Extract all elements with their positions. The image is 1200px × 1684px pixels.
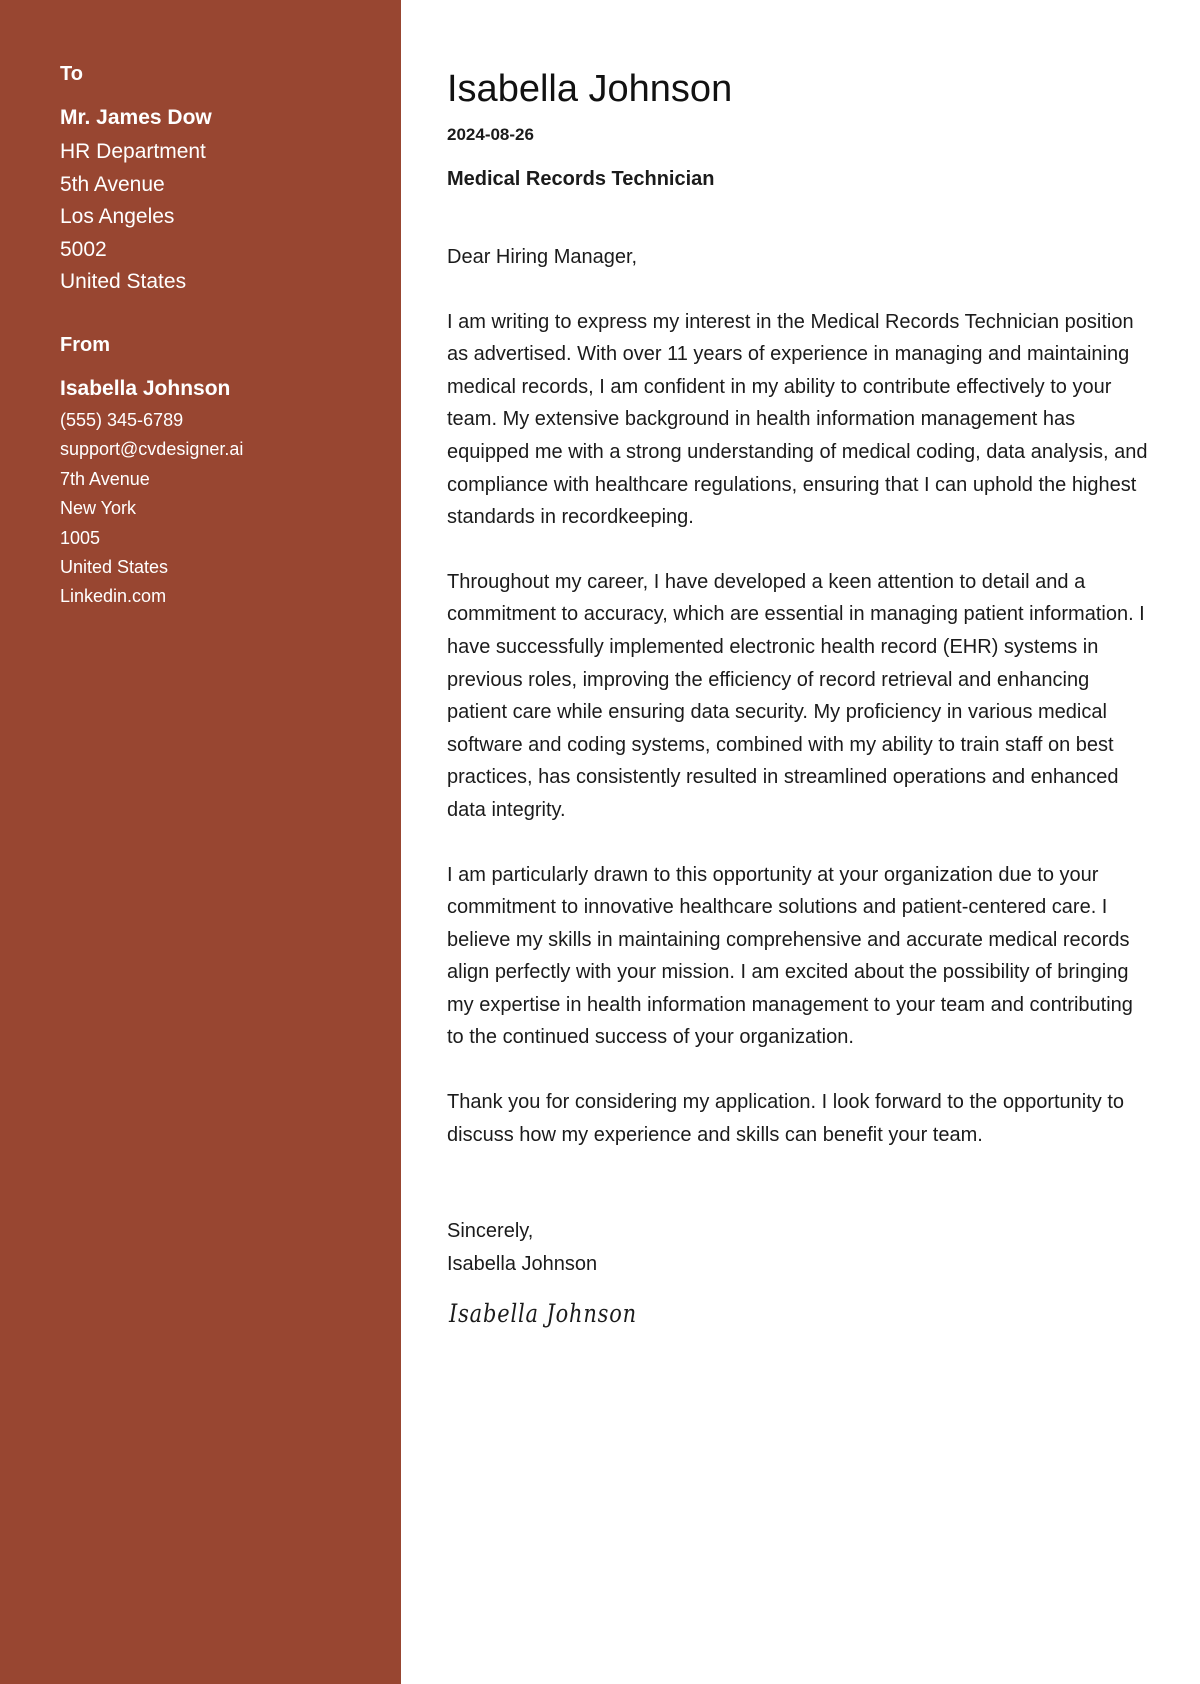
paragraph-1: I am writing to express my interest in the Medical Records Technician position as advertised. With over 11 years of experience in managing and maintaining medical records, I am confident in my ability to contribute effectively to your team. My extensive background in health information management has equipped me with a strong understanding of medical coding, data analysis, and compliance with healthcare regulations, ensuring that I can uphold the highest standards in recordkeeping.	[447, 310, 1148, 529]
recipient-block	[60, 62, 381, 299]
sender-name: Isabella Johnson	[60, 376, 231, 400]
sender-city: New York	[60, 498, 137, 519]
recipient-department: HR Department	[60, 140, 206, 163]
greeting: Dear Hiring Manager,	[447, 246, 638, 268]
signature-image	[447, 1294, 647, 1336]
recipient-city: Los Angeles	[60, 205, 175, 229]
recipient-postal-code: 5002	[60, 237, 107, 261]
closing-salutation: Sincerely,	[447, 1220, 534, 1243]
sidebar	[0, 0, 401, 1684]
closing-block	[447, 1215, 1152, 1280]
sender-email: support@cvdesigner.ai	[60, 439, 244, 460]
sender-postal-code: 1005	[60, 527, 101, 548]
sender-linkedin: Linkedin.com	[60, 586, 167, 607]
recipient-name: Mr. James Dow	[60, 106, 212, 129]
sender-country: United States	[60, 557, 169, 577]
svg-text:Isabella Johnson: Isabella Johnson	[448, 1299, 637, 1329]
sender-street: 7th Avenue	[60, 468, 150, 489]
job-title: Medical Records Technician	[447, 168, 715, 190]
paragraph-2: Throughout my career, I have developed a keen attention to detail and a commitment to accuracy, which are essential in managing patient information. I have successfully implemented electronic health record (EHR) systems in previous roles, improving the efficiency of record retrieval and enhancing patient care while ensuring data security. My proficiency in various medical software and coding systems, combined with my ability to train staff on best practices, has consistently resulted in streamlined operations and enhanced data integrity.	[447, 570, 1145, 821]
closing-name: Isabella Johnson	[447, 1252, 598, 1275]
sender-block	[60, 333, 381, 612]
recipient-street: 5th Avenue	[60, 172, 165, 196]
letter-body	[447, 64, 1152, 1336]
handwritten-signature	[447, 1294, 1152, 1336]
paragraph-3: I am particularly drawn to this opportunity at your organization due to your commitment to innovative healthcare solutions and patient-centered care. I believe my skills in maintaining comprehensive and accurate medical records align perfectly with your mission. I am excited about the possibility of bringing my expertise in health information management to your team and contributing to the continued success of your organization.	[447, 863, 1133, 1049]
letter-date: 2024-08-26	[447, 125, 534, 144]
from-heading: From	[60, 333, 110, 356]
recipient-country: United States	[60, 270, 187, 294]
author-name: Isabella Johnson	[447, 68, 733, 110]
to-heading: To	[60, 63, 83, 85]
paragraph-4: Thank you for considering my application. I look forward to the opportunity to discuss how my experience and skills can benefit your team.	[447, 1091, 1125, 1146]
sender-phone: (555) 345-6789	[60, 409, 184, 430]
